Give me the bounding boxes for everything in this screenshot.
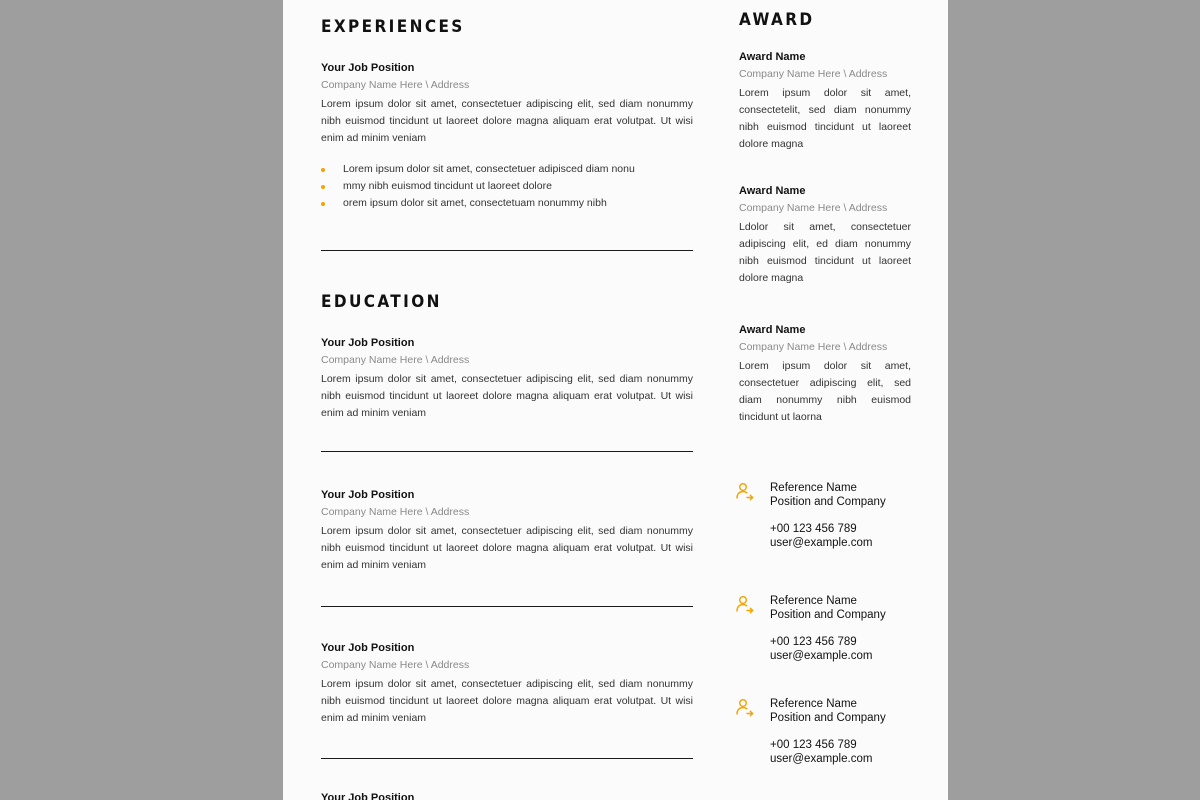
reference-email: user@example.com: [770, 650, 873, 662]
job-position: Your Job Position: [321, 489, 415, 501]
entry-divider: [321, 451, 693, 452]
bullet-dot-icon: [321, 185, 325, 189]
job-description: Lorem ipsum dolor sit amet, consectetuer adipiscing elit, sed diam nonummy nibh euismod tincidunt ut laoreet dolore magna aliquam erat volutpat. Ut wisi enim ad minim veniam: [321, 678, 693, 724]
company-address: Company Name Here \ Address: [739, 341, 888, 353]
award-description: Lorem ipsum dolor sit amet, consectetuer adipiscing elit, sed diam nonummy nibh euismod tincidunt ut laorna: [739, 360, 911, 423]
section-divider: [321, 250, 693, 251]
company-address: Company Name Here \ Address: [321, 659, 470, 671]
bullet-dot-icon: [321, 168, 325, 172]
company-address: Company Name Here \ Address: [321, 79, 470, 91]
job-position: Your Job Position: [321, 62, 415, 74]
job-position: Your Job Position: [321, 792, 415, 800]
education-entry: [321, 791, 693, 800]
education-entry: [321, 488, 693, 574]
bullet-dot-icon: [321, 202, 325, 206]
award-item: [739, 184, 911, 287]
award-name: Award Name: [739, 51, 806, 63]
user-share-icon: [735, 697, 755, 717]
reference-details: [770, 697, 940, 766]
reference-position: Position and Company: [770, 712, 886, 724]
company-address: Company Name Here \ Address: [739, 202, 888, 214]
entry-divider: [321, 606, 693, 607]
job-description: Lorem ipsum dolor sit amet, consectetuer adipiscing elit, sed diam nonummy nibh euismod tincidunt ut laoreet dolore magna aliquam erat volutpat. Ut wisi enim ad minim veniam: [321, 98, 693, 144]
award-heading: AWARD: [739, 10, 815, 30]
bullet-item: Lorem ipsum dolor sit amet, consectetuer adipisced diam nonu: [321, 161, 693, 178]
job-position: Your Job Position: [321, 642, 415, 654]
reference-details: [770, 594, 940, 663]
experiences-heading: EXPERIENCES: [321, 17, 465, 37]
award-item: [739, 50, 911, 153]
award-item: [739, 323, 911, 426]
reference-name: Reference Name: [770, 698, 857, 710]
award-description: Lorem ipsum dolor sit amet, consectetelit, sed diam nonummy nibh euismod tincidunt ut laoreet dolore magna: [739, 87, 911, 150]
experience-bullets: [321, 161, 693, 212]
company-address: Company Name Here \ Address: [739, 68, 888, 80]
award-name: Award Name: [739, 185, 806, 197]
company-address: Company Name Here \ Address: [321, 506, 470, 518]
entry-divider: [321, 758, 693, 759]
bullet-item: mmy nibh euismod tincidunt ut laoreet dolore: [321, 178, 693, 195]
user-share-icon: [735, 594, 755, 614]
reference-phone: +00 123 456 789: [770, 636, 857, 648]
resume-page: [283, 0, 948, 800]
reference-position: Position and Company: [770, 609, 886, 621]
education-heading: EDUCATION: [321, 292, 442, 312]
reference-email: user@example.com: [770, 537, 873, 549]
job-description: Lorem ipsum dolor sit amet, consectetuer adipiscing elit, sed diam nonummy nibh euismod tincidunt ut laoreet dolore magna aliquam erat volutpat. Ut wisi enim ad minim veniam: [321, 525, 693, 571]
reference-details: [770, 481, 940, 550]
award-description: Ldolor sit amet, consectetuer adipiscing elit, ed diam nonummy nibh euismod tincidunt ut laoreet dolore magna: [739, 221, 911, 284]
job-position: Your Job Position: [321, 337, 415, 349]
education-entry: [321, 336, 693, 422]
reference-name: Reference Name: [770, 595, 857, 607]
bullet-item: orem ipsum dolor sit amet, consectetuam nonummy nibh: [321, 195, 693, 212]
company-address: Company Name Here \ Address: [321, 354, 470, 366]
job-description: Lorem ipsum dolor sit amet, consectetuer adipiscing elit, sed diam nonummy nibh euismod tincidunt ut laoreet dolore magna aliquam erat volutpat. Ut wisi enim ad minim veniam: [321, 373, 693, 419]
reference-name: Reference Name: [770, 482, 857, 494]
user-share-icon: [735, 481, 755, 501]
award-name: Award Name: [739, 324, 806, 336]
reference-email: user@example.com: [770, 753, 873, 765]
experience-entry: [321, 61, 693, 212]
education-entry: [321, 641, 693, 727]
reference-phone: +00 123 456 789: [770, 523, 857, 535]
reference-phone: +00 123 456 789: [770, 739, 857, 751]
reference-position: Position and Company: [770, 496, 886, 508]
